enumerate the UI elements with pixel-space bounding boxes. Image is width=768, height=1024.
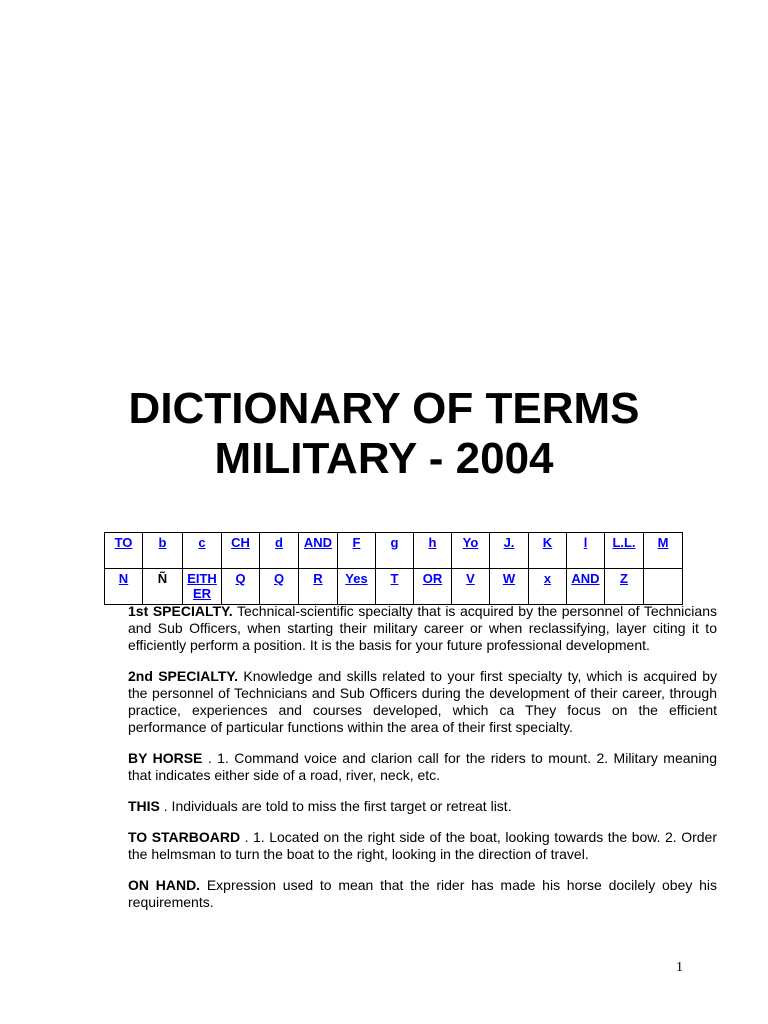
index-cell: [222, 569, 260, 605]
index-cell: [299, 569, 338, 605]
index-link[interactable]: J.: [503, 535, 515, 550]
title-line-2: MILITARY - 2004: [214, 434, 554, 483]
entry-term: 1st SPECIALTY.: [128, 603, 233, 619]
entry-definition: . Individuals are told to miss the first target or retreat list.: [159, 798, 512, 814]
entry-definition: . 1. Command voice and clarion call for the riders to mount. 2. Military meaning that indicates either side of a road, river, neck, etc.: [128, 750, 717, 783]
entry-definition: Technical-scientific specialty that is acquired by the personnel of Technicians and Sub Officers, when starting their military career or when reclassifying, layer citing it to efficiently perform a position. It is the basis for your future professional development.: [128, 603, 717, 653]
entry-definition: . 1. Located on the right side of the boat, looking towards the bow. 2. Order the helmsman to turn the boat to the right, looking in the direction of travel.: [128, 829, 717, 862]
page-number: 1: [676, 960, 683, 975]
dictionary-entry: [128, 877, 717, 911]
dictionary-entry: [128, 798, 717, 815]
index-label: Ñ: [157, 571, 168, 586]
index-link[interactable]: h: [428, 535, 437, 550]
index-link[interactable]: b: [158, 535, 167, 550]
index-cell: [490, 533, 529, 569]
index-link[interactable]: EITHER: [187, 571, 217, 601]
index-link[interactable]: L.L.: [612, 535, 636, 550]
dictionary-entry: [128, 668, 717, 736]
index-link[interactable]: Q: [235, 571, 246, 586]
index-cell: [529, 533, 567, 569]
index-cell: [376, 533, 414, 569]
index-cell: [183, 533, 222, 569]
entry-term: ON HAND.: [128, 877, 201, 893]
entry-term: TO STARBOARD: [128, 829, 241, 845]
document-title: [0, 384, 768, 484]
index-link[interactable]: OR: [422, 571, 443, 586]
index-link[interactable]: l: [583, 535, 588, 550]
index-row-1: [105, 533, 683, 569]
index-link[interactable]: c: [198, 535, 206, 550]
alphabet-index-table: [104, 532, 683, 605]
index-row-2: [105, 569, 683, 605]
index-link[interactable]: g: [390, 535, 399, 550]
index-link[interactable]: V: [466, 571, 475, 586]
index-link[interactable]: x: [543, 571, 552, 586]
index-cell-empty: [644, 569, 683, 605]
index-link[interactable]: AND: [303, 535, 333, 550]
dictionary-entry: [128, 829, 717, 863]
entry-definition: Knowledge and skills related to your first specialty ty, which is acquired by the personnel of Technicians and Sub Officers during the development of their career, through practice, experiences and courses developed, which ca They focus on the efficient performance of particular functions within the area of their first specialty.: [128, 668, 717, 735]
index-link[interactable]: Z: [620, 571, 628, 586]
dictionary-entry: [128, 603, 717, 654]
index-cell: [338, 569, 376, 605]
entry-term: BY HORSE: [128, 750, 203, 766]
entry-term: THIS: [128, 798, 160, 814]
index-cell: [605, 569, 644, 605]
dictionary-entry: [128, 750, 717, 784]
index-link[interactable]: T: [390, 571, 399, 586]
index-cell: [299, 533, 338, 569]
index-cell: [260, 569, 299, 605]
index-cell: [222, 533, 260, 569]
entry-definition: Expression used to mean that the rider has made his horse docilely obey his requirements.: [128, 877, 717, 910]
index-link[interactable]: d: [275, 535, 283, 550]
index-cell: [567, 533, 605, 569]
index-cell: [567, 569, 605, 605]
index-link[interactable]: Q: [273, 571, 285, 586]
index-link[interactable]: F: [352, 535, 361, 550]
index-cell: [105, 569, 143, 605]
index-cell: [338, 533, 376, 569]
index-cell: [414, 533, 452, 569]
index-cell: [452, 533, 490, 569]
index-cell: [376, 569, 414, 605]
index-cell: [143, 533, 183, 569]
index-cell: [605, 533, 644, 569]
index-link[interactable]: R: [313, 571, 323, 586]
index-link[interactable]: K: [542, 535, 553, 550]
index-link[interactable]: Yo: [462, 535, 479, 550]
index-link[interactable]: W: [502, 571, 516, 586]
index-cell: [529, 569, 567, 605]
index-link[interactable]: AND: [571, 571, 600, 586]
index-cell: [105, 533, 143, 569]
index-cell: [183, 569, 222, 605]
index-cell: [260, 533, 299, 569]
entry-term: 2nd SPECIALTY.: [128, 668, 239, 684]
index-cell: [452, 569, 490, 605]
index-cell: [490, 569, 529, 605]
index-link[interactable]: Yes: [345, 571, 368, 586]
index-link[interactable]: M: [657, 535, 669, 550]
dictionary-entries: [128, 603, 717, 925]
index-cell: [414, 569, 452, 605]
index-link[interactable]: TO: [114, 535, 133, 550]
index-link[interactable]: N: [118, 571, 129, 586]
index-link[interactable]: CH: [231, 535, 250, 550]
index-cell: [143, 569, 183, 605]
index-cell: [644, 533, 683, 569]
title-line-1: DICTIONARY OF TERMS: [128, 384, 640, 433]
